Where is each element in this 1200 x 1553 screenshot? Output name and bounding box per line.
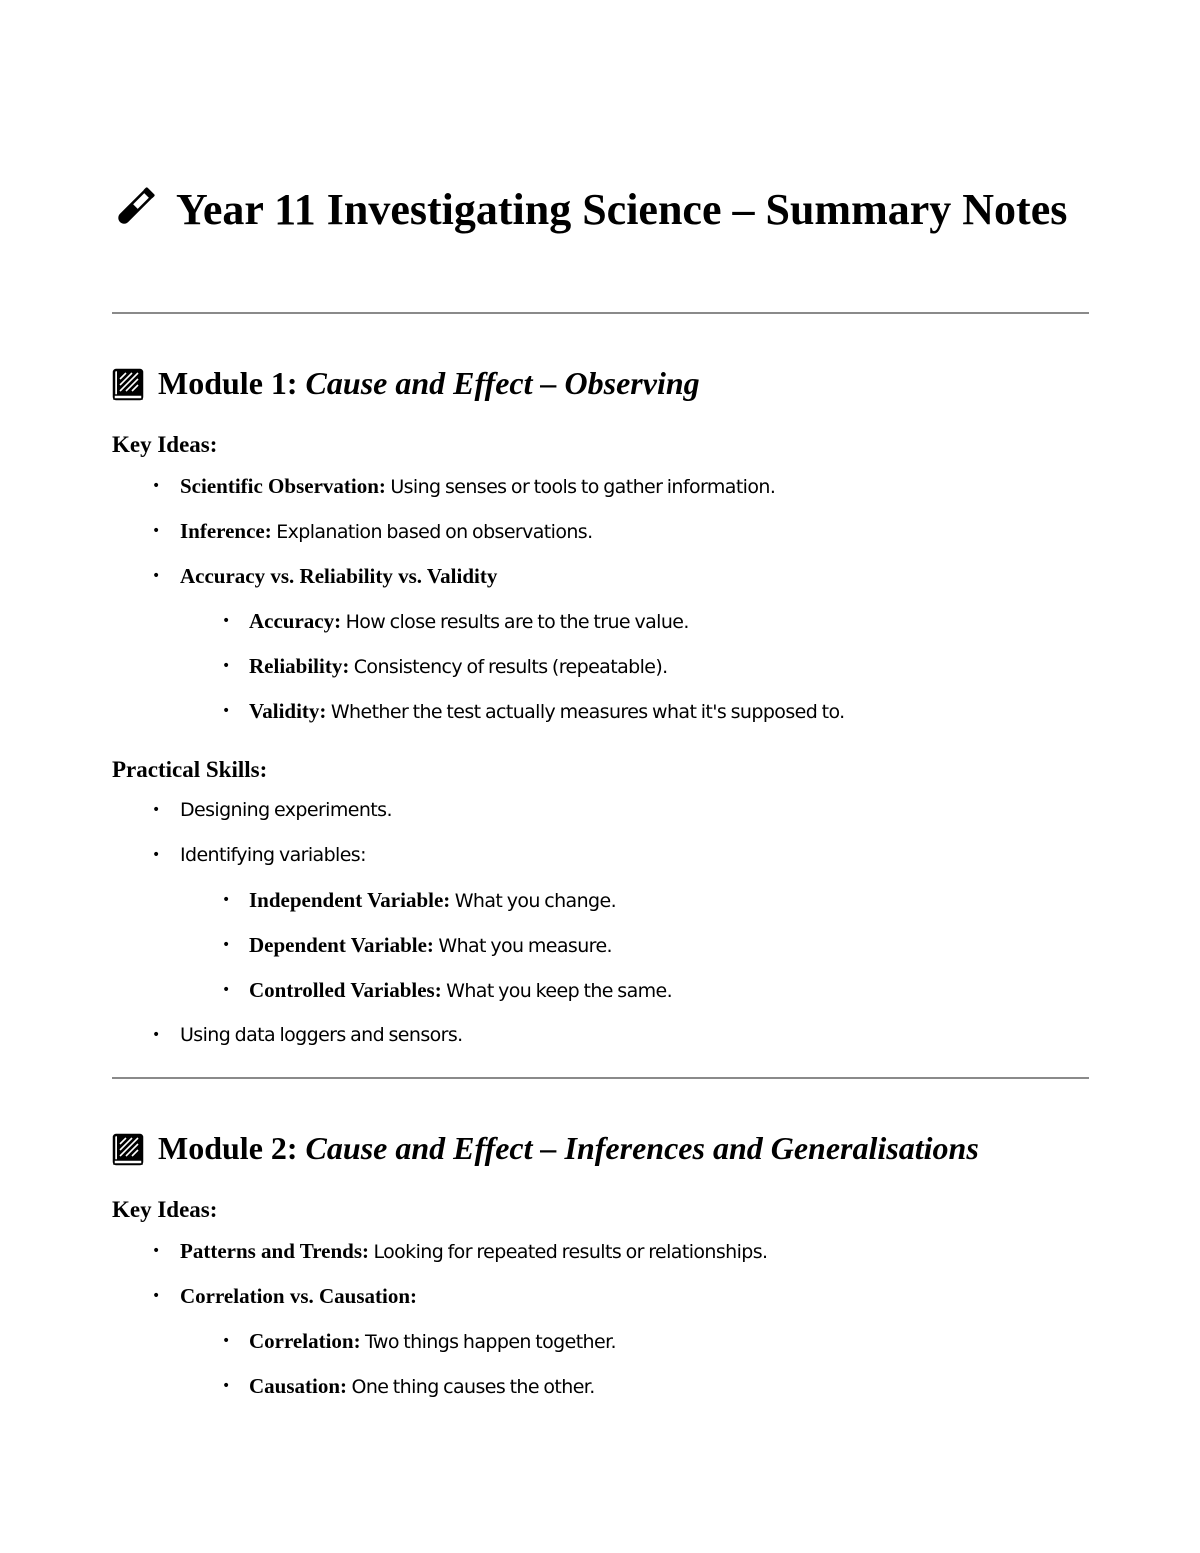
list-item: • Identifying variables: [152,844,366,866]
list-item: • Accuracy: How close results are to the true value. [222,609,689,633]
module-1-practical-heading: Practical Skills: [112,757,268,782]
module-2-key-ideas-list [112,1238,767,1418]
notebook-icon [112,1132,146,1166]
module-1-name: Cause and Effect – Observing [305,365,700,401]
title-text: Year 11 Investigating Science – Summary Notes [176,185,1068,234]
module-2-name: Cause and Effect – Inferences and Generalisations [305,1130,979,1166]
module-1-key-ideas-heading: Key Ideas: [112,432,218,457]
module-1-practical-list [112,797,672,1067]
module-2-key-ideas-heading: Key Ideas: [112,1197,218,1222]
list-item: • Designing experiments. [152,799,392,821]
list-item: • Correlation: Two things happen together. [222,1329,616,1353]
list-item: • Causation: One thing causes the other. [222,1374,595,1398]
divider [112,1077,1089,1079]
page-title [112,182,1072,237]
notebook-icon [112,367,146,401]
module-2-heading [112,1128,979,1168]
list-item: • Using data loggers and sensors. [152,1024,463,1046]
list-item: • Controlled Variables: What you keep the same. [222,978,673,1002]
list-item: • Patterns and Trends: Looking for repeated results or relationships. [152,1239,768,1263]
divider [112,312,1089,314]
module-1-key-ideas-list [112,473,845,743]
list-item: • Scientific Observation: Using senses or tools to gather information. [152,474,776,498]
test-tube-icon [112,186,176,234]
list-item: • Independent Variable: What you change. [222,888,617,912]
list-item: • Dependent Variable: What you measure. [222,933,612,957]
list-item: • Correlation vs. Causation: [152,1284,418,1308]
list-item: • Validity: Whether the test actually measures what it's supposed to. [222,699,845,723]
list-item: • Reliability: Consistency of results (repeatable). [222,654,668,678]
list-item: • Accuracy vs. Reliability vs. Validity [152,564,498,588]
module-2-number: Module 2: [158,1130,298,1166]
module-1-number: Module 1: [158,365,298,401]
module-1-heading [112,363,700,403]
list-item: • Inference: Explanation based on observations. [152,519,593,543]
